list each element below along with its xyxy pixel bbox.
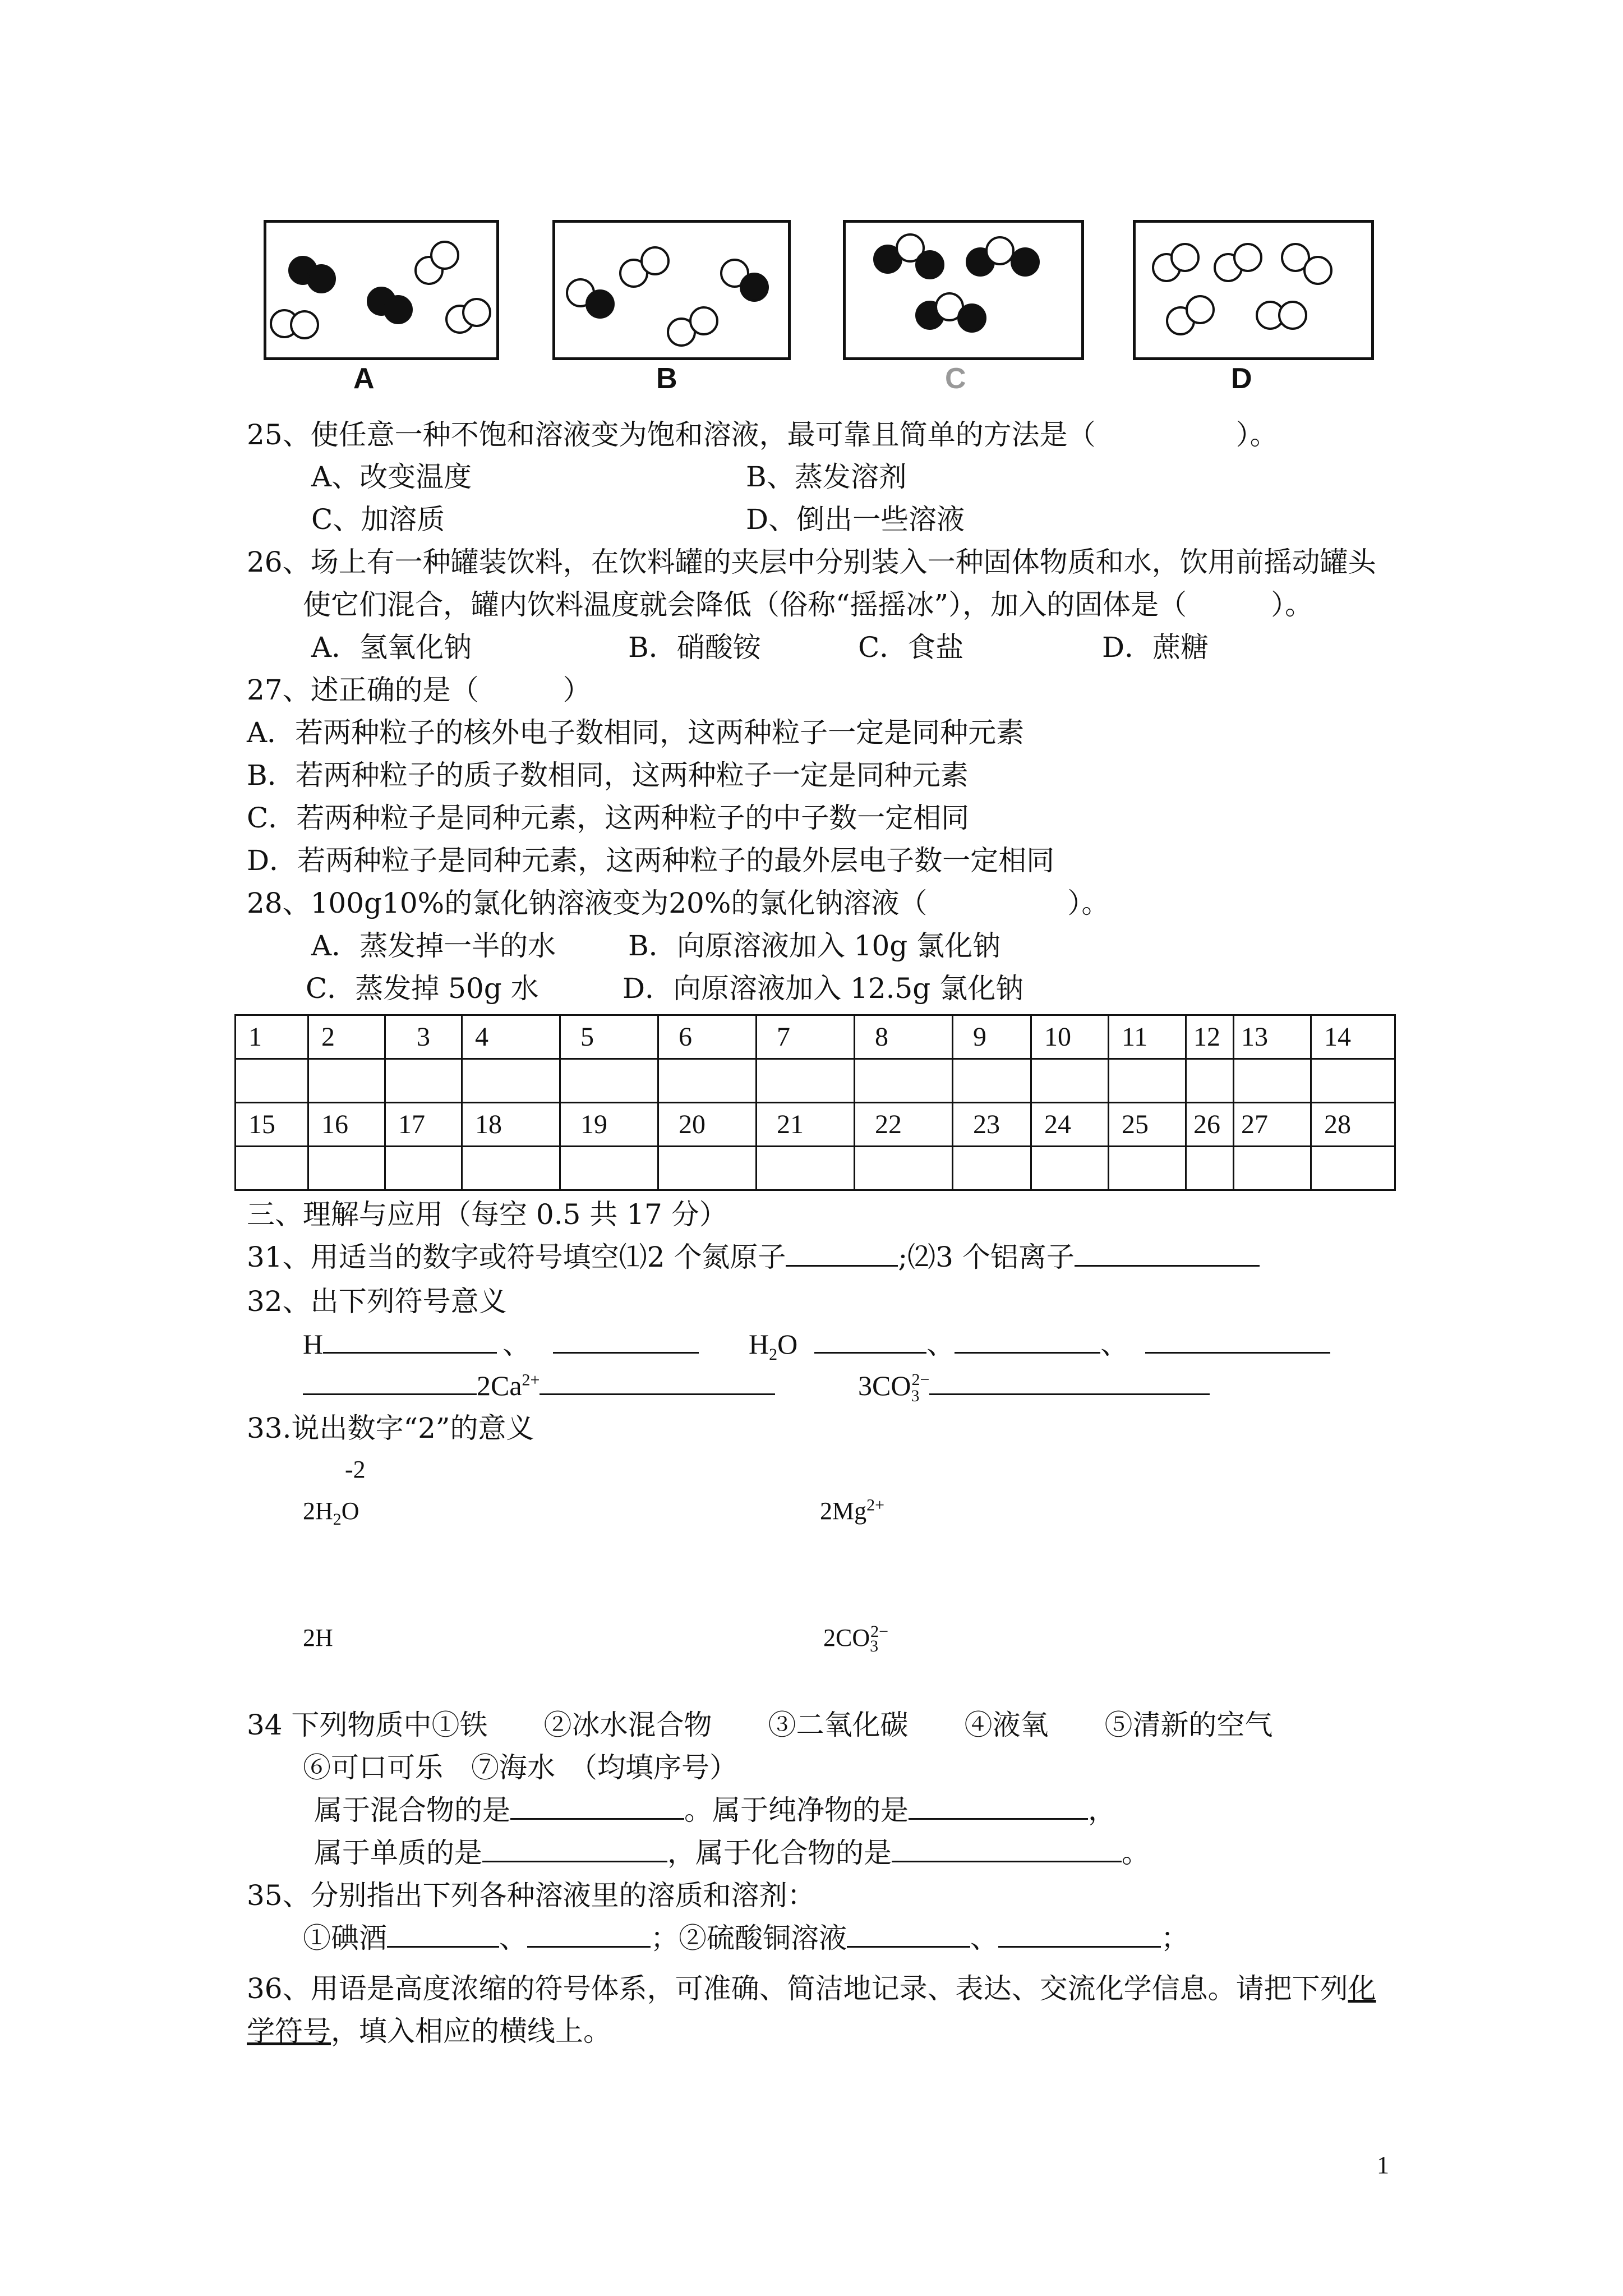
table-cell: 28 [1311, 1103, 1395, 1147]
section-3-title: 三、理解与应用（每空 0.5 共 17 分） [247, 1198, 727, 1231]
table-cell: 9 [953, 1015, 1031, 1059]
q35-line2: ①碘酒 、 ；②硫酸铜溶液 、 ； [303, 1922, 1189, 1954]
q25-option-d: D、倒出一些溶液 [746, 503, 965, 536]
q35-blank[interactable] [998, 1921, 1161, 1948]
answer-cell[interactable] [462, 1147, 560, 1190]
table-cell: 26 [1186, 1103, 1234, 1147]
table-cell: 11 [1109, 1015, 1186, 1059]
q35-blank[interactable] [387, 1921, 499, 1948]
table-cell: 8 [855, 1015, 953, 1059]
q34-line4: 属于单质的是 ，属于化合物的是 。 [314, 1837, 1150, 1869]
q33-item-2h2o: $2H_2O$ [303, 1497, 359, 1529]
table-cell: 7 [757, 1015, 855, 1059]
q32-blank[interactable] [955, 1327, 1100, 1354]
molecule-diagram-c [846, 223, 1081, 357]
answer-cell[interactable] [855, 1147, 953, 1190]
q25-option-a: A、改变温度 [311, 461, 472, 493]
q31-line [247, 1240, 1260, 1274]
q26-option-d: D．蔗糖 [1102, 631, 1209, 664]
q34-blank-pure[interactable] [909, 1793, 1088, 1820]
q31-blank-2[interactable] [1075, 1240, 1260, 1267]
q27-option-d: D．若两种粒子是同种元素，这两种粒子的最外层电子数一定相同 [247, 844, 1055, 877]
separator: 、 [1100, 1328, 1129, 1360]
answer-cell[interactable] [462, 1059, 560, 1103]
page-number: 1 [1377, 2151, 1389, 2179]
answer-cell[interactable] [385, 1147, 462, 1190]
figure-label-a: A [353, 362, 375, 395]
table-cell: 24 [1031, 1103, 1109, 1147]
figure-box-d [1133, 220, 1374, 360]
answer-cell[interactable] [1186, 1059, 1234, 1103]
answer-cell[interactable] [308, 1147, 385, 1190]
q34-stem: 34 下列物质中①铁 ②冰水混合物 ③二氧化碳 ④液氧 ⑤清新的空气 [247, 1709, 1273, 1741]
table-cell: 13 [1234, 1015, 1311, 1059]
table-cell: 10 [1031, 1015, 1109, 1059]
q32-blank[interactable] [540, 1369, 775, 1395]
molecule-diagram-b [555, 223, 788, 357]
q26-option-a: A．氢氧化钠 [311, 631, 472, 664]
q26-stem-line1: 26、场上有一种罐装饮料，在饮料罐的夹层中分别装入一种固体物质和水，饮用前摇动罐头 [247, 546, 1376, 578]
answer-cell[interactable] [953, 1059, 1031, 1103]
answer-cell[interactable] [1031, 1147, 1109, 1190]
q32-blank[interactable] [814, 1327, 926, 1354]
answer-cell[interactable] [385, 1059, 462, 1103]
answer-cell[interactable] [1234, 1147, 1311, 1190]
q27-stem: 27、述正确的是（ ） [247, 674, 591, 706]
q33-item-2h: 2H [303, 1624, 333, 1651]
answer-table-answer-row [236, 1147, 1395, 1190]
q33-stem: 33.说出数字“2”的意义 [247, 1412, 534, 1444]
answer-cell[interactable] [1031, 1059, 1109, 1103]
table-cell: 20 [658, 1103, 757, 1147]
q32-blank[interactable] [323, 1327, 497, 1354]
answer-cell[interactable] [855, 1059, 953, 1103]
answer-cell[interactable] [658, 1147, 757, 1190]
table-cell: 19 [560, 1103, 658, 1147]
q27-option-a: A．若两种粒子的核外电子数相同，这两种粒子一定是同种元素 [247, 716, 1025, 749]
table-cell: 18 [462, 1103, 560, 1147]
answer-table-number-row [236, 1103, 1395, 1147]
figure-label-b: B [656, 362, 677, 395]
label-iodine-tincture: ①碘酒 [303, 1922, 387, 1954]
q28-option-a: A．蒸发掉一半的水 [311, 930, 556, 962]
q34-stem2: ⑥可口可乐 ⑦海水 （均填序号） [303, 1751, 737, 1784]
molecule-diagram-a [266, 223, 496, 357]
answer-cell[interactable] [757, 1147, 855, 1190]
q32-blank[interactable] [1145, 1327, 1330, 1354]
answer-table-number-row [236, 1015, 1395, 1059]
table-cell: 16 [308, 1103, 385, 1147]
label-compound: ，属于化合物的是 [667, 1837, 892, 1869]
answer-cell[interactable] [658, 1059, 757, 1103]
q35-blank[interactable] [527, 1921, 651, 1948]
table-cell: 5 [560, 1015, 658, 1059]
q32-line1 [303, 1327, 699, 1361]
q34-blank-compound[interactable] [892, 1836, 1122, 1862]
table-cell: 12 [1186, 1015, 1234, 1059]
answer-cell[interactable] [953, 1147, 1031, 1190]
q26-option-c: C．食盐 [858, 631, 964, 664]
answer-table [234, 1014, 1396, 1191]
table-cell: 22 [855, 1103, 953, 1147]
q33-valence-mark: -2 [345, 1456, 366, 1483]
answer-cell[interactable] [1234, 1059, 1311, 1103]
answer-cell[interactable] [560, 1059, 658, 1103]
q28-option-b: B．向原溶液加入 10g 氯化钠 [628, 930, 1001, 962]
figure-label-c: C [945, 362, 966, 395]
table-cell: 14 [1311, 1015, 1395, 1059]
table-cell: 2 [308, 1015, 385, 1059]
answer-cell[interactable] [560, 1147, 658, 1190]
q32-stem: 32、出下列符号意义 [247, 1285, 507, 1318]
table-cell: 17 [385, 1103, 462, 1147]
q27-option-b: B．若两种粒子的质子数相同，这两种粒子一定是同种元素 [247, 759, 969, 792]
q31-part2: ;⑵3 个铝离子 [898, 1241, 1075, 1273]
answer-cell[interactable] [1311, 1147, 1395, 1190]
table-cell: 6 [658, 1015, 757, 1059]
answer-cell[interactable] [308, 1059, 385, 1103]
q32-h2o-line [749, 1327, 1330, 1364]
molecule-diagram-d [1136, 223, 1371, 357]
q34-blank-mixture[interactable] [510, 1793, 684, 1820]
table-cell: 21 [757, 1103, 855, 1147]
q34-line3: 属于混合物的是 。属于纯净物的是 ， [314, 1794, 1116, 1826]
q27-option-c: C．若两种粒子是同种元素，这两种粒子的中子数一定相同 [247, 802, 970, 834]
symbol-h2o: $H_2O$ [749, 1328, 798, 1364]
table-cell: 27 [1234, 1103, 1311, 1147]
answer-cell[interactable] [236, 1147, 308, 1190]
q34-blank-element[interactable] [482, 1836, 667, 1862]
table-cell: 4 [462, 1015, 560, 1059]
q32-co3-line [858, 1369, 1210, 1405]
label-element: 属于单质的是 [314, 1837, 482, 1869]
answer-cell[interactable] [236, 1059, 308, 1103]
answer-cell[interactable] [1186, 1147, 1234, 1190]
separator: 、 [502, 1328, 531, 1360]
q36-line1: 36、用语是高度浓缩的符号体系，可准确、简洁地记录、表达、交流化学信息。请把下列化 [247, 1972, 1376, 2005]
answer-cell[interactable] [1109, 1147, 1186, 1190]
q35-blank[interactable] [847, 1921, 970, 1948]
q26-stem-line2: 使它们混合，罐内饮料温度就会降低（俗称“摇摇冰”），加入的固体是（ ）。 [303, 588, 1313, 621]
symbol-3co3: $3CO_3^{2-}$ [858, 1370, 930, 1405]
q28-option-c: C．蒸发掉 50g 水 [306, 972, 539, 1005]
table-cell: 23 [953, 1103, 1031, 1147]
q32-blank[interactable] [929, 1369, 1210, 1395]
table-cell: 1 [236, 1015, 308, 1059]
q31-blank-1[interactable] [786, 1240, 898, 1267]
answer-cell[interactable] [757, 1059, 855, 1103]
figure-box-a [264, 220, 499, 360]
label-mixture: 属于混合物的是 [314, 1794, 510, 1826]
q25-option-c: C、加溶质 [311, 503, 445, 536]
separator: 、 [926, 1328, 955, 1360]
table-cell: 3 [385, 1015, 462, 1059]
q25-stem: 25、使任意一种不饱和溶液变为饱和溶液，最可靠且简单的方法是（ ）。 [247, 418, 1278, 451]
label-pure: 。属于纯净物的是 [684, 1794, 909, 1826]
q33-item-2co3: $2CO_3^{2-}$ [823, 1622, 889, 1655]
symbol-2ca: $2Ca^{2+}$ [477, 1370, 540, 1401]
q32-line2 [303, 1369, 775, 1402]
figure-label-d: D [1231, 362, 1252, 395]
answer-table-answer-row [236, 1059, 1395, 1103]
label-copper-sulfate: ②硫酸铜溶液 [679, 1922, 847, 1954]
q28-stem: 28、100g10%的氯化钠溶液变为20%的氯化钠溶液（ ）。 [247, 887, 1110, 919]
q25-option-b: B、蒸发溶剂 [746, 461, 907, 493]
q28-option-d: D．向原溶液加入 12.5g 氯化钠 [623, 972, 1024, 1005]
q35-stem: 35、分别指出下列各种溶液里的溶质和溶剂： [247, 1879, 815, 1912]
answer-cell[interactable] [1109, 1059, 1186, 1103]
figure-box-b [552, 220, 791, 360]
table-cell: 15 [236, 1103, 308, 1147]
answer-cell[interactable] [1311, 1059, 1395, 1103]
q36-line2: 学符号，填入相应的横线上。 [247, 2015, 611, 2047]
q32-blank[interactable] [303, 1369, 477, 1395]
q33-item-2mg: $2Mg^{2+}$ [820, 1496, 885, 1525]
q32-blank[interactable] [553, 1327, 699, 1354]
q31-part1: 31、用适当的数字或符号填空⑴2 个氮原子 [247, 1241, 786, 1273]
figure-box-c [843, 220, 1084, 360]
q26-option-b: B．硝酸铵 [628, 631, 761, 664]
symbol-h: H [303, 1328, 324, 1360]
table-cell: 25 [1109, 1103, 1186, 1147]
